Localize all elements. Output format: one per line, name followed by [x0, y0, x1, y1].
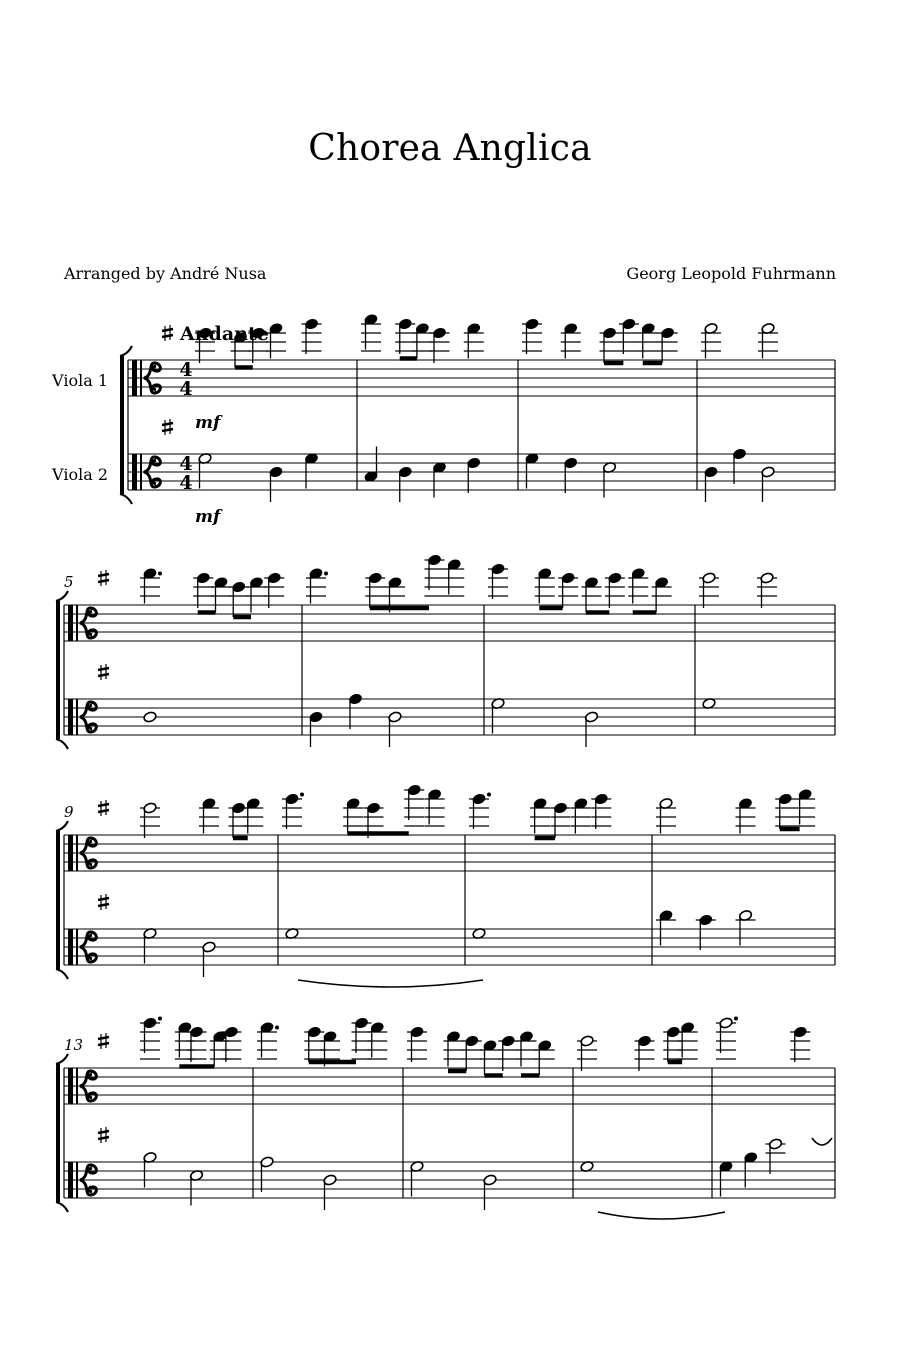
- alto-clef-lower: [80, 717, 96, 732]
- alto-clef-bar-thick: [68, 605, 73, 641]
- alto-clef-bar-thin: [140, 360, 142, 396]
- alto-clef-bar-thick: [68, 929, 73, 965]
- instrument-label-1: Viola 1: [52, 371, 108, 390]
- sharp-bar: [98, 580, 109, 582]
- bracket-hook-top: [120, 346, 132, 356]
- tie: [298, 980, 483, 987]
- augmentation-dot: [324, 572, 328, 576]
- sharp-bar: [162, 423, 173, 425]
- score-title: Chorea Anglica: [308, 128, 592, 169]
- alto-clef-lower: [80, 623, 96, 638]
- system-bracket: [56, 601, 60, 739]
- alto-clef-bar-thin: [76, 1068, 78, 1104]
- augmentation-dot: [487, 793, 491, 797]
- composer-credit: Georg Leopold Fuhrmann: [626, 264, 836, 283]
- alto-clef-lower: [80, 1180, 96, 1195]
- bracket-hook-bottom: [56, 739, 68, 749]
- sharp-bar: [98, 1137, 109, 1139]
- measure-number: 13: [64, 1036, 84, 1054]
- alto-clef-lower: [144, 378, 160, 393]
- bracket-hook-top: [56, 591, 68, 601]
- alto-clef-lower: [80, 853, 96, 868]
- alto-clef-upper: [80, 702, 96, 717]
- alto-clef-upper: [80, 608, 96, 623]
- alto-clef-bar-thick: [132, 454, 137, 490]
- sharp-bar: [162, 429, 173, 431]
- sharp-bar: [98, 810, 109, 812]
- alto-clef-bar-thick: [68, 1068, 73, 1104]
- alto-clef-bar-thick: [68, 835, 73, 871]
- augmentation-dot: [734, 1017, 738, 1021]
- augmentation-dot: [275, 1026, 279, 1030]
- alto-clef-bar-thin: [76, 929, 78, 965]
- alto-clef-upper: [144, 457, 160, 472]
- tie: [812, 1138, 832, 1145]
- alto-clef-upper: [80, 838, 96, 853]
- notehead: [143, 711, 157, 723]
- augmentation-dot: [300, 793, 304, 797]
- augmentation-dot: [158, 572, 162, 576]
- arranger-credit: Arranged by André Nusa: [64, 264, 267, 283]
- alto-clef-upper: [80, 932, 96, 947]
- sharp-bar: [162, 329, 173, 331]
- alto-clef-bar-thin: [76, 835, 78, 871]
- alto-clef-bar-thin: [76, 1162, 78, 1198]
- time-signature-bottom: 4: [179, 378, 193, 400]
- bracket-hook-top: [56, 1054, 68, 1064]
- sharp-bar: [98, 1037, 109, 1039]
- alto-clef-lower: [144, 472, 160, 487]
- time-signature-top: 4: [179, 453, 193, 475]
- augmentation-dot: [158, 1017, 162, 1021]
- alto-clef-upper: [80, 1071, 96, 1086]
- measure-number: 5: [64, 573, 74, 591]
- alto-clef-upper: [144, 363, 160, 378]
- dynamic-marking: mf: [195, 413, 221, 433]
- alto-clef-bar-thin: [76, 699, 78, 735]
- alto-clef-bar-thin: [140, 454, 142, 490]
- sharp-bar: [98, 668, 109, 670]
- measure-number: 9: [64, 803, 74, 821]
- alto-clef-upper: [80, 1165, 96, 1180]
- bracket-hook-top: [56, 821, 68, 831]
- time-signature-bottom: 4: [179, 472, 193, 494]
- bracket-hook-bottom: [56, 969, 68, 979]
- sharp-bar: [98, 898, 109, 900]
- alto-clef-lower: [80, 947, 96, 962]
- sharp-bar: [98, 1131, 109, 1133]
- sharp-bar: [98, 904, 109, 906]
- tempo-marking: Andante: [180, 323, 269, 345]
- dynamic-marking: mf: [195, 507, 221, 527]
- bracket-hook-bottom: [120, 494, 132, 504]
- system-bracket: [120, 356, 124, 494]
- sharp-bar: [98, 1043, 109, 1045]
- alto-clef-lower: [80, 1086, 96, 1101]
- alto-clef-bar-thick: [68, 699, 73, 735]
- sharp-bar: [98, 804, 109, 806]
- alto-clef-bar-thin: [76, 605, 78, 641]
- alto-clef-bar-thick: [68, 1162, 73, 1198]
- time-signature-top: 4: [179, 359, 193, 381]
- sharp-bar: [98, 674, 109, 676]
- tie: [598, 1212, 725, 1219]
- sharp-bar: [98, 574, 109, 576]
- alto-clef-bar-thick: [132, 360, 137, 396]
- sharp-bar: [162, 335, 173, 337]
- bracket-hook-bottom: [56, 1202, 68, 1212]
- system-bracket: [56, 831, 60, 969]
- instrument-label-2: Viola 2: [52, 465, 108, 484]
- system-bracket: [56, 1064, 60, 1202]
